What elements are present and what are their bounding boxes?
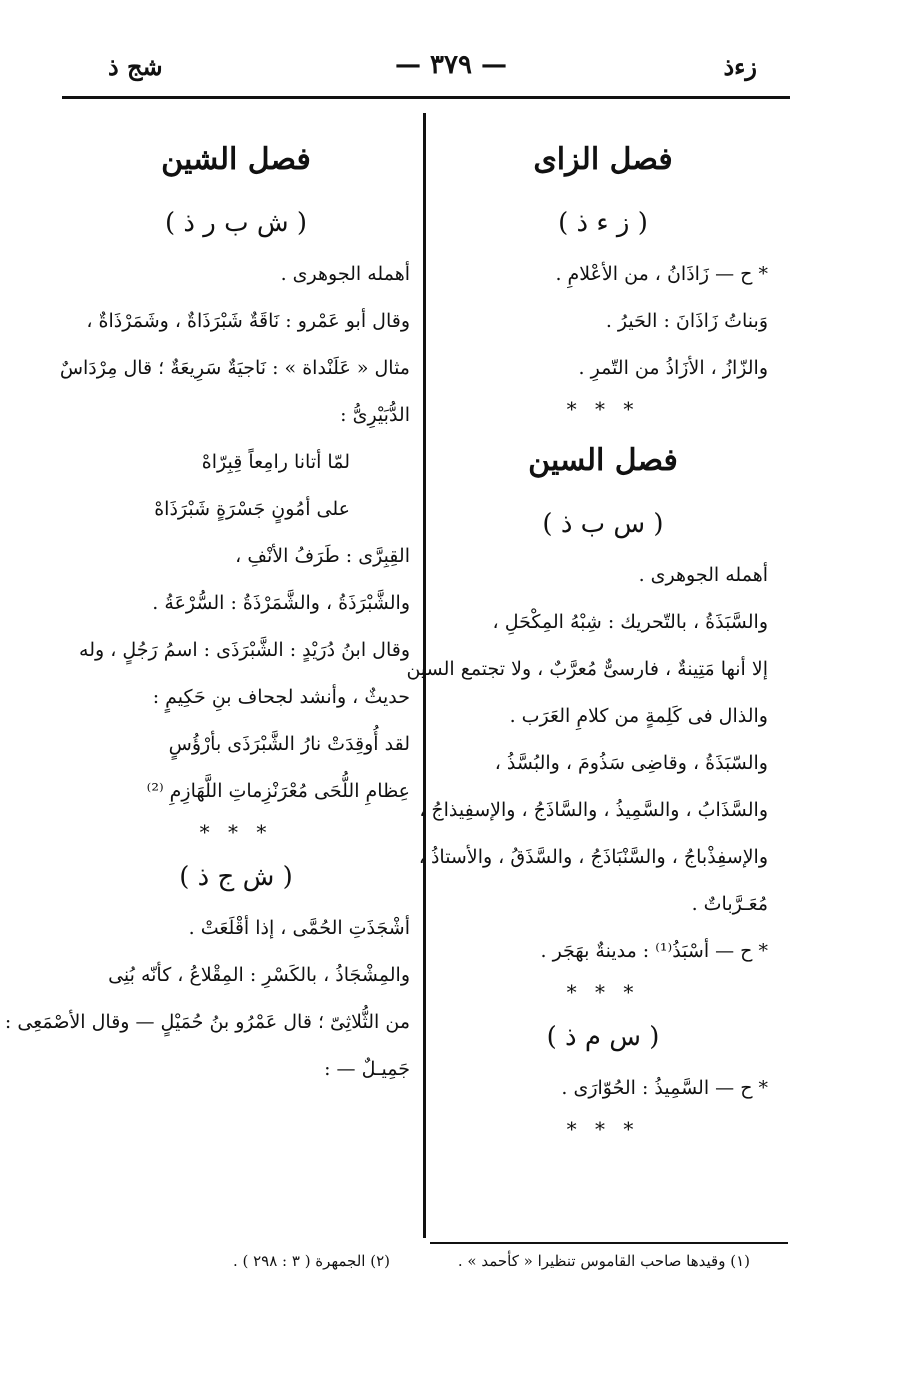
entry-line: القِبِرَّى : طَرَفُ الأنْفِ ، [235, 545, 410, 567]
entry-line: وَبناتُ زَاذَانَ : الحَيرُ . [605, 310, 768, 332]
verse-line: عِظامِ اللُّحَى مُعْرَنْزِماتِ اللَّهَازِمِ ⁽²⁾ [146, 780, 410, 802]
entry-line: من الثُّلاثِىّ ؛ قال عَمْرُو بنُ حُمَيْلٍ — وقال الأصْمَعِى : [4, 1011, 410, 1033]
entry-line: مُعَـرَّباتٌ . [691, 893, 768, 915]
separator-stars: * * * [566, 1117, 640, 1141]
root-heading-shjdh: ( ش ج ذ ) [179, 862, 293, 892]
page-number: — ٣٧٩ — [394, 50, 508, 80]
footnote-1: (١) وقيدها صاحب القاموس تنظيرا « كأحمد » . [457, 1252, 750, 1270]
entry-line: أهمله الجوهرى . [638, 564, 768, 586]
running-head-right: زءذ [723, 52, 757, 81]
verse-line: لقد أُوقِدَتْ نارُ الشَّبْرَذَى بأرْؤُسٍ [168, 733, 410, 755]
entry-line: والشَّبْرَذَةُ ، والشَّمَرْذَةُ : السُّرْعَةُ . [152, 592, 410, 614]
separator-stars: * * * [199, 820, 273, 844]
entry-line: أهمله الجوهرى . [280, 263, 410, 285]
entry-line: أشْجَذَتِ الحُمَّى ، إذا أقْلَعَتْ . [188, 917, 410, 939]
entry-line: والإسفِذْباجُ ، والسَّنْبَاذَجُ ، والسَّذَقُ ، والأستاذُ ، [418, 846, 768, 868]
section-heading-shin: فصل الشين [161, 142, 311, 177]
entry-line: جَمِيـلٌ — : [324, 1058, 410, 1080]
entry-line: والسَّبَذَةُ ، بالتّحريك : شِبْهُ المِكْحَلِ ، [492, 611, 768, 633]
entry-line: وقال أبو عَمْرو : نَاقَةٌ شَبْرَذَاةٌ ، وشَمَرْذَاةٌ ، [86, 310, 410, 332]
verse-line: على أمُونٍ جَسْرَةٍ شَبْرَذَاهْ [154, 498, 350, 520]
footnote-rule [430, 1242, 788, 1244]
footnote-2: (٢) الجمهرة ( ٣ : ٢٩٨ ) . [232, 1252, 390, 1270]
right-column [406, 125, 768, 1146]
section-heading-zay: فصل الزاى [533, 142, 673, 177]
entry-line: وقال ابنُ دُرَيْدٍ : الشَّبْرَذَى : اسمُ رَجُلٍ ، وله [79, 639, 410, 661]
entry-line: الدُّبَيْرِىُّ : [340, 404, 410, 426]
left-column [4, 125, 410, 1093]
section-heading-sin: فصل السين [528, 443, 678, 478]
entry-line: حديثٌ ، وأنشد لجحاف بنِ حَكِيمٍ : [152, 686, 410, 708]
entry-line: والزّازُ ، الأزَاذُ من التّمرِ . [578, 357, 768, 379]
entry-line: والمِشْجَاذُ ، بالكَسْرِ : المِقْلاعُ ، كأنّه بُنِى [108, 964, 410, 986]
verse-line: لمّا أتانا رامِعاً قِبِرّاهْ [201, 451, 350, 473]
header-rule [62, 96, 790, 99]
entry-line: والسَّذَابُ ، والسَّمِيذُ ، والسَّاذَجُ ، والإسفِيذاجُ ، [419, 799, 768, 821]
separator-stars: * * * [566, 397, 640, 421]
entry-line: * ح — أسْبَذُ⁽¹⁾ : مدينةٌ بهَجَر . [540, 940, 768, 962]
root-heading-sbdh: ( س ب ذ ) [542, 509, 664, 539]
separator-stars: * * * [566, 980, 640, 1004]
entry-line: إلا أنها مَتِينةٌ ، فارسىٌّ مُعرَّبٌ ، ولا تجتمع السين [406, 658, 768, 680]
root-heading-shbrdh: ( ش ب ر ذ ) [165, 208, 307, 238]
running-head-left: شج ذ [108, 52, 163, 81]
entry-line: والذال فى كَلِمةٍ من كلامِ العَرَب . [509, 705, 768, 727]
root-heading-smdh: ( س م ذ ) [546, 1022, 660, 1052]
entry-line: * ح — زَاذَانُ ، من الأعْلامِ . [555, 263, 768, 285]
entry-line: والسّبَذَةُ ، وقاضِى سَذُومَ ، والبُسَّذُ ، [494, 752, 768, 774]
entry-line: مثال « عَلَنْداة » : نَاجيَةٌ سَرِيعَةٌ ؛ قال مِرْدَاسٌ [59, 357, 410, 379]
entry-line: * ح — السَّمِيذُ : الحُوّارَى . [561, 1077, 768, 1099]
root-heading-zadh: ( ز ء ذ ) [558, 208, 648, 238]
